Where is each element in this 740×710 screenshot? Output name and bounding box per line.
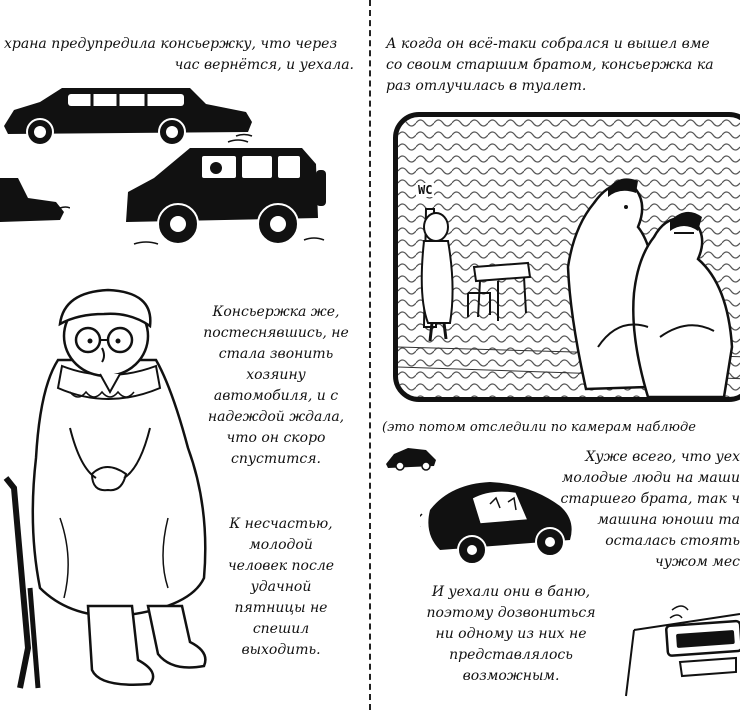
- caption-line: старшего брата, так ч: [560, 491, 740, 507]
- caption-line: спешил: [252, 621, 310, 637]
- caption-line: стала звонить: [218, 346, 334, 362]
- small-car-icon: [382, 442, 442, 472]
- caption-line: час вернётся, и уехала.: [174, 57, 354, 73]
- caption-line: И уехали они в баню,: [431, 584, 591, 600]
- suv-icon: [120, 140, 330, 250]
- concierge-illustration: [0, 288, 220, 708]
- caption-line: чужом мес: [655, 554, 740, 570]
- caption-security-left: [4, 34, 354, 76]
- caption-cctv-note: (это потом отследили по камерам наблюде: [382, 420, 696, 435]
- caption-line: пятницы не: [234, 600, 328, 616]
- caption-line: человек после: [227, 558, 335, 574]
- caption-line: удачной: [250, 579, 312, 595]
- caption-line: Консьержка же,: [212, 304, 340, 320]
- caption-line: ни одному из них не: [435, 626, 587, 642]
- caption-line: молодой: [249, 537, 313, 553]
- caption-line: хозяину: [246, 367, 306, 383]
- caption-line: машина юноши та: [597, 512, 740, 528]
- cctv-screen-illustration: [393, 112, 740, 402]
- caption-line: что он скоро: [226, 430, 326, 446]
- partial-car-icon: [0, 168, 70, 228]
- caption-bathhouse: [396, 582, 626, 687]
- caption-worst-of-all: [540, 447, 740, 573]
- caption-line: поэтому дозвониться: [426, 605, 596, 621]
- caption-line: спустится.: [231, 451, 321, 467]
- wc-sign: WC: [418, 183, 433, 197]
- caption-line: молодые люди на маши: [561, 470, 740, 486]
- caption-line: надеждой ждала,: [207, 409, 345, 425]
- caption-line: Хуже всего, что уех: [585, 449, 740, 465]
- caption-line: храна предупредила консьержку, что через: [4, 36, 338, 52]
- limousine-icon: [0, 74, 260, 146]
- caption-line: возможным.: [462, 668, 560, 684]
- caption-unfortunately: [206, 514, 356, 661]
- cctv-scene: [398, 117, 740, 397]
- caption-line: автомобиля, и с: [213, 388, 339, 404]
- caption-line: К несчастью,: [229, 516, 333, 532]
- caption-line: раз отлучилась в туалет.: [386, 78, 587, 94]
- caption-line: постеснявшись, не: [203, 325, 349, 341]
- page-divider: [369, 0, 371, 710]
- caption-line: представлялось: [449, 647, 573, 663]
- caption-left-building: [386, 34, 740, 97]
- caption-line: А когда он всё-таки собрался и вышел вме: [386, 36, 710, 52]
- caption-concierge-shy: [190, 302, 362, 470]
- phone-icon: [620, 596, 740, 706]
- caption-line: со своим старшим братом, консьержка ка: [386, 57, 714, 73]
- caption-line: выходить.: [241, 642, 321, 658]
- caption-line: осталась стоять: [605, 533, 740, 549]
